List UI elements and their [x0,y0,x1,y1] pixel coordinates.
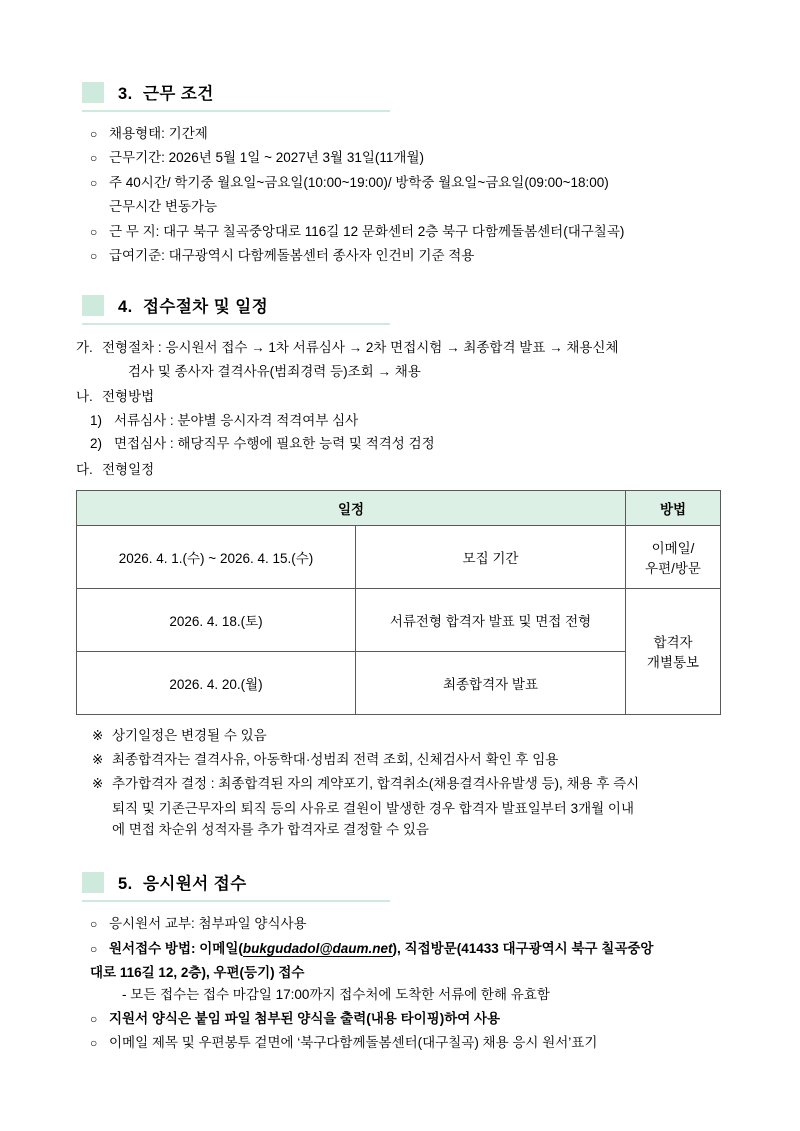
procedure-method-2-mark: 2) [90,436,103,452]
schedule-notes [92,725,730,841]
section-underline [82,323,390,325]
table-cell-content: 모집 기간 [356,525,626,588]
table-header-schedule: 일정 [77,490,626,525]
email-label: 이메일( [199,940,243,956]
bullet-icon: ○ [90,151,98,166]
procedure-step-c-label: 전형일정 [102,462,155,477]
section-3-title: 3. 근무 조건 [118,85,214,103]
note-item [92,725,730,746]
list-item [90,1009,730,1030]
procedure-step-a [76,337,730,359]
bullet-icon: ○ [90,917,98,932]
procedure-method-item [90,433,730,455]
note-label-line3: 에 면접 차순위 성적자를 추가 합격자로 결정할 수 있음 [112,821,429,837]
method-line-2: 개별통보 [646,655,700,671]
list-item [90,222,730,243]
list-item [90,124,730,145]
list-item-label: 채용형태: 기간제 [109,126,208,141]
procedure-step-a-label: 전형절차 : 응시원서 접수 → 1차 서류심사 → 2차 면접시험 → 최종합격 발표 → 채용신체 [102,340,619,356]
list-item-label: 근 무 지: 대구 북구 칠곡중앙대로 116길 12 문화센터 2층 북구 다함께돌봄센터(대구칠곡) [109,223,625,239]
table-row [77,588,721,651]
list-item [90,173,730,194]
section-3-header [82,80,730,114]
submission-method-suffix: ), 직접방문(41433 대구광역시 북구 칠곡중앙 [392,940,654,956]
table-row [77,651,721,714]
note-label: 추가합격자 결정 : 최종합격된 자의 계약포기, 합격취소(채용결격사유발생 등), 채용 후 즉시 [112,776,640,792]
section-5-title: 5. 응시원서 접수 [118,875,247,894]
list-item [90,148,730,169]
note-mark-icon: ※ [92,727,104,743]
bullet-icon: ○ [90,249,98,264]
bullet-icon: ○ [90,1036,98,1051]
method-line-2: 우편/방문 [645,560,701,576]
bullet-icon: ○ [90,175,98,190]
table-cell-date: 2026. 4. 1.(수) ~ 2026. 4. 15.(수) [77,525,356,588]
section-4-header [82,293,730,327]
procedure-step-a-mark: 가. [76,340,93,356]
table-header-row [77,490,721,525]
procedure-step-c-mark: 다. [76,462,93,477]
table-cell-content: 최종합격자 발표 [356,651,626,714]
table-header-method: 방법 [626,490,721,525]
list-item-label: 근무기간: 2026년 5월 1일 ~ 2027년 3월 31일(11개월) [109,150,424,166]
section-application [70,870,730,1054]
section-underline [82,900,390,902]
procedure-method-1-label: 서류심사 : 분야별 응시자격 적격여부 심사 [114,412,359,428]
procedure-step-a-line2: 검사 및 종사자 결격사유(범죄경력 등)조회 → 채용 [128,363,421,379]
submission-deadline-note: - 모든 접수는 접수 마감일 17:00까지 접수처에 도착한 서류에 한해 유효함 [122,987,550,1002]
list-item-label: 급여기준: 대구광역시 다함께돌봄센터 종사자 인건비 기준 적용 [109,248,475,264]
bullet-icon: ○ [90,1011,98,1026]
procedure-block [76,337,730,481]
bullet-icon: ○ [90,224,98,239]
list-item [90,246,730,267]
list-item-label: 주 40시간/ 학기중 월요일~금요일(10:00~19:00)/ 방학중 월요일~금요일(09:00~18:00) [109,174,609,190]
procedure-step-b-label: 전형방법 [102,389,155,405]
list-item-label: 응시원서 교부: 첨부파일 양식사용 [109,916,307,932]
schedule-table [76,490,721,715]
list-item-label: 이메일 제목 및 우편봉투 겉면에 ‘북구다함께돌봄센터(대구칠곡) 채용 응시 원서’표기 [109,1035,598,1051]
list-item-label: 지원서 양식은 붙임 파일 첨부된 양식을 출력(내용 타이핑)하여 사용 [109,1010,501,1026]
section-4-title: 4. 접수절차 및 일정 [118,298,269,317]
list-item-label [109,939,730,960]
procedure-step-b-mark: 나. [76,389,93,405]
note-label: 상기일정은 변경될 수 있음 [112,727,267,743]
note-label: 최종합격자는 결격사유, 아동학대·성범죄 전력 조회, 신체검사서 확인 후 임용 [112,751,559,767]
procedure-method-1-mark: 1) [90,412,103,428]
note-item [92,773,730,794]
list-item [90,1033,730,1054]
method-line-1: 이메일/ [651,540,695,556]
method-line-1: 합격자 [653,635,693,651]
table-cell-date: 2026. 4. 20.(월) [77,651,356,714]
table-cell-method [626,525,721,588]
list-item [90,939,730,960]
section-marker-swatch [82,295,104,316]
email-address[interactable]: bukgudadol@daum.net [242,940,393,956]
list-item-continuation: 근무시간 변동가능 [109,199,218,215]
section-marker-swatch [82,82,104,103]
procedure-step-c [76,459,730,481]
note-mark-icon: ※ [92,776,104,792]
submission-method-prefix: 원서접수 방법: [109,940,200,956]
section-5-header [82,870,730,904]
table-cell-method [626,588,721,714]
procedure-method-2-label: 면접심사 : 해당직무 수행에 필요한 능력 및 적격성 검정 [114,436,435,452]
table-cell-content: 서류전형 합격자 발표 및 면접 전형 [356,588,626,651]
note-mark-icon: ※ [92,751,104,767]
application-list [90,914,730,1054]
note-item [92,749,730,770]
list-item [90,914,730,935]
section-procedure-schedule [70,293,730,840]
working-conditions-list [90,124,730,267]
procedure-step-b [76,386,730,408]
section-working-conditions [70,80,730,267]
table-row [77,525,721,588]
submission-method-line2: 대로 116길 12, 2층), 우편(등기) 접수 [90,965,305,981]
bullet-icon: ○ [90,941,98,956]
section-marker-swatch [82,872,104,893]
table-cell-date: 2026. 4. 18.(토) [77,588,356,651]
note-label-line2: 퇴직 및 기존근무자의 퇴직 등의 사유로 결원이 발생한 경우 합격자 발표일부터 3개월 이내 [112,800,634,816]
bullet-icon: ○ [90,127,98,141]
section-underline [82,110,390,112]
procedure-method-item [90,410,730,432]
